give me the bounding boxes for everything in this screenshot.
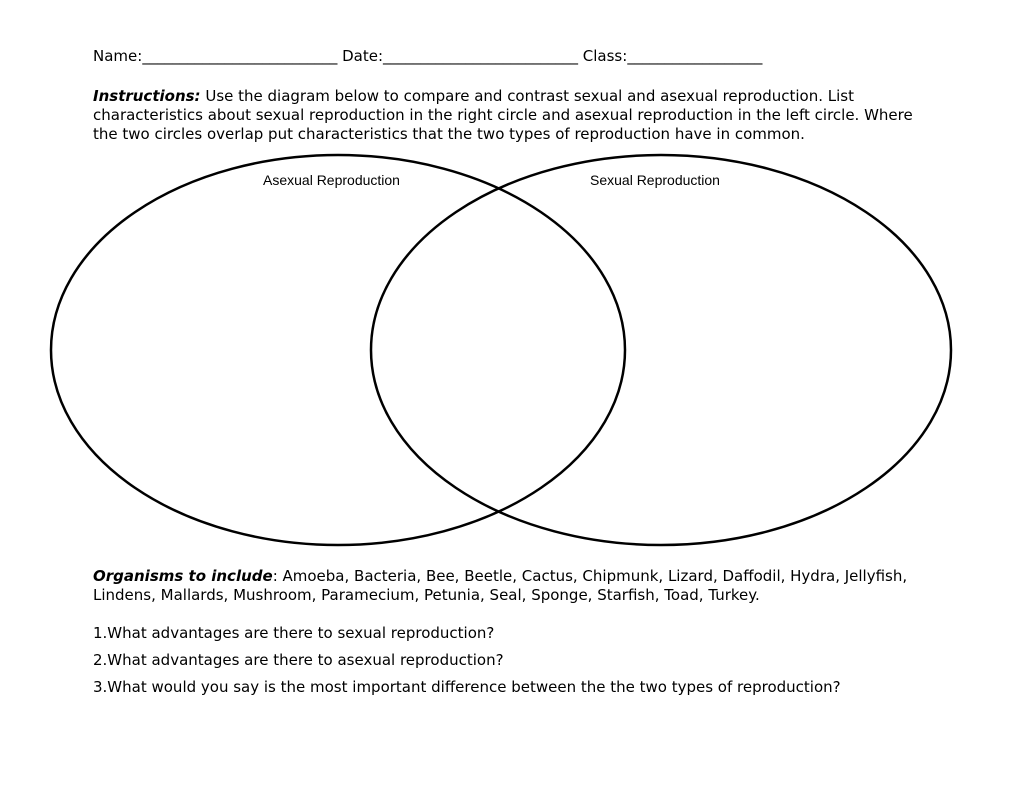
organisms-title: Organisms to include <box>93 567 273 585</box>
class-blank[interactable]: __________________ <box>627 47 763 65</box>
date-blank[interactable]: __________________________ <box>383 47 578 65</box>
sexual-circle[interactable] <box>371 155 951 545</box>
date-label: Date: <box>342 47 383 65</box>
organisms-list: : Amoeba, Bacteria, Bee, Beetle, Cactus, Chipmunk, Lizard, Daffodil, Hydra, Jellyfish, Lindens, Mallards, Mushroom, Paramecium, Petunia, Seal, Sponge, Starfish, Toad, Turkey. <box>93 567 908 604</box>
question-2: 2.What advantages are there to asexual reproduction? <box>93 651 504 669</box>
sexual-reproduction-label: Sexual Reproduction <box>590 172 720 188</box>
question-1: 1.What advantages are there to sexual reproduction? <box>93 624 495 642</box>
name-label: Name: <box>93 47 143 65</box>
asexual-reproduction-label: Asexual Reproduction <box>263 172 400 188</box>
class-label: Class: <box>582 47 628 65</box>
instructions-title: Instructions: <box>93 87 201 105</box>
instructions-text: Use the diagram below to compare and contrast sexual and asexual reproduction. List characteristics about sexual reproduction in the right circle and asexual reproduction in the left circle. Where the two circles overlap put characteristics that the two types of reproduction have in common. <box>93 87 913 143</box>
name-blank[interactable]: __________________________ <box>142 47 338 65</box>
asexual-circle[interactable] <box>51 155 625 545</box>
question-3: 3.What would you say is the most important difference between the the two types of reproduction? <box>93 678 841 696</box>
organisms-paragraph <box>93 567 913 605</box>
